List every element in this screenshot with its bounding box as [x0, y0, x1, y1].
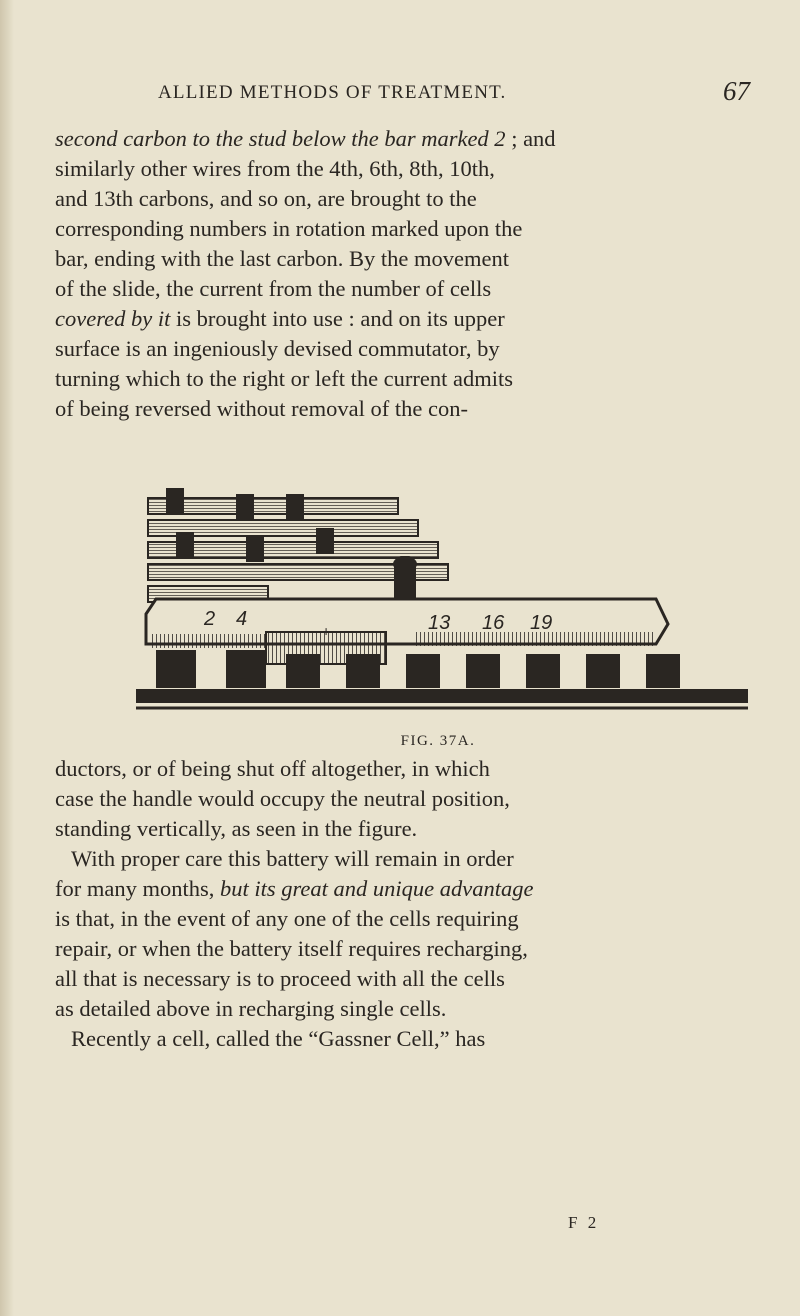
text-line: repair, or when the battery itself requires recharging,: [55, 936, 528, 961]
text-line: corresponding numbers in rotation marked upon the: [55, 216, 523, 241]
text-line: similarly other wires from the 4th, 6th, 8th, 10th,: [55, 156, 495, 181]
text-line: [55, 304, 740, 334]
text-run: for many months,: [55, 876, 220, 901]
text-line: bar, ending with the last carbon. By the movement: [55, 246, 509, 271]
svg-text:16: 16: [482, 612, 505, 634]
battery-illustration: [136, 484, 748, 712]
text-line: [55, 124, 740, 154]
text-line: of the slide, the current from the number of cells: [55, 276, 492, 301]
signature-mark: F 2: [568, 1213, 600, 1232]
lower-cells: [156, 650, 680, 688]
text-line: is that, in the event of any one of the cells requiring: [55, 906, 519, 931]
figure-caption: FIG. 37A.: [400, 733, 476, 749]
page-edge: [0, 0, 14, 1316]
svg-text:2: 2: [204, 608, 216, 630]
text-line: [55, 874, 740, 904]
text-run: is brought into use : and on its upper: [170, 306, 505, 331]
text-line: With proper care this battery will remain in order: [71, 846, 514, 871]
svg-text:13: 13: [428, 612, 451, 634]
text-line: as detailed above in recharging single cells.: [55, 996, 447, 1021]
italic-run: second carbon to the stud below the bar marked 2: [55, 126, 506, 151]
paragraph-4: [55, 1024, 740, 1054]
text-line: of being reversed without removal of the con-: [55, 396, 468, 421]
text-line: surface is an ingeniously devised commutator, by: [55, 336, 500, 361]
battery-figure: [136, 484, 748, 712]
svg-text:+: +: [322, 623, 331, 639]
text-line: case the handle would occupy the neutral position,: [55, 786, 510, 811]
base-board: [136, 689, 748, 703]
page-number: 67: [723, 76, 750, 106]
text-line: turning which to the right or left the current admits: [55, 366, 514, 391]
text-line: standing vertically, as seen in the figure.: [55, 816, 418, 841]
svg-text:19: 19: [530, 612, 553, 634]
running-head: ALLIED METHODS OF TREATMENT.: [158, 82, 507, 103]
page-header: [110, 76, 750, 110]
text-line: all that is necessary is to proceed with all the cells: [55, 966, 505, 991]
text-run: ; and: [505, 126, 556, 151]
text-line: Recently a cell, called the “Gassner Cell,” has: [71, 1026, 486, 1051]
paragraph-2: [55, 754, 740, 844]
paragraph-3: [55, 844, 740, 1024]
italic-run: but its great and unique advantage: [219, 876, 534, 901]
text-line: ductors, or of being shut off altogether, in which: [55, 756, 490, 781]
text-line: and 13th carbons, and so on, are brought to the: [55, 186, 477, 211]
italic-run: covered by it: [55, 306, 171, 331]
paragraph-1: [55, 124, 740, 424]
svg-text:4: 4: [236, 608, 248, 630]
